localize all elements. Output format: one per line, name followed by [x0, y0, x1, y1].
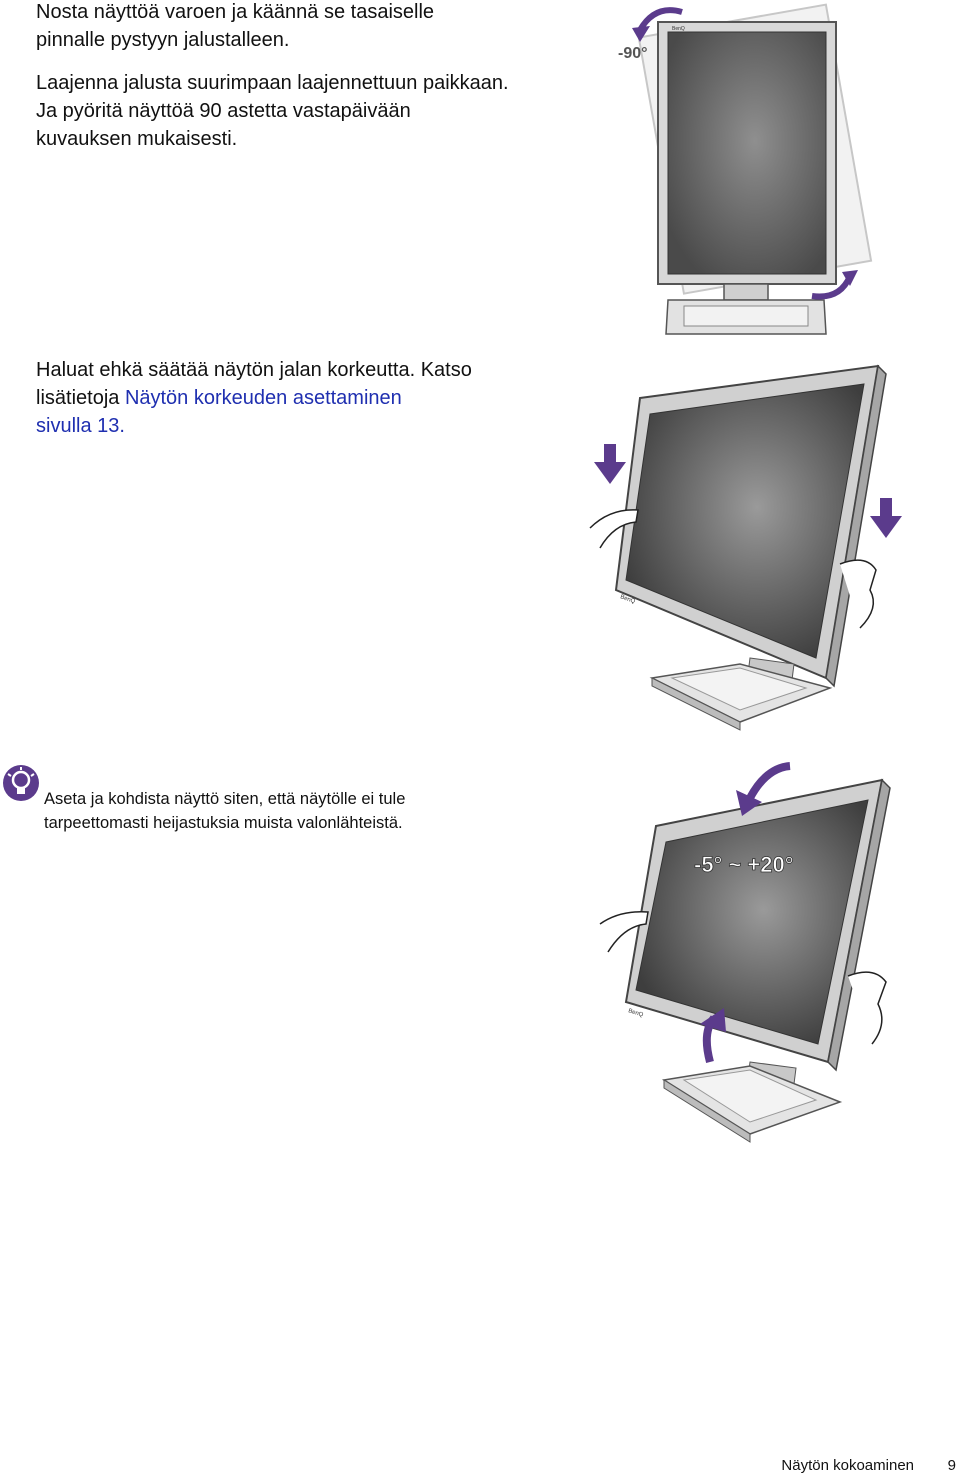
text-line: Laajenna jalusta suurimpaan laajennettuun paikkaan.	[36, 72, 509, 94]
hand-icon	[848, 972, 886, 1044]
page-number: 9	[947, 1457, 956, 1474]
brand-logo: BenQ	[672, 26, 685, 32]
down-arrow-icon	[870, 498, 902, 538]
lightbulb-icon	[2, 764, 40, 802]
page-reference-link[interactable]: sivulla 13.	[36, 415, 125, 437]
text-line: kuvauksen mukaisesti.	[36, 128, 238, 150]
rotation-illustration	[600, 0, 900, 340]
height-adjust-link[interactable]: Näytön korkeuden asettaminen	[124, 387, 402, 409]
page-footer	[0, 1457, 960, 1479]
rotation-angle-label: -90°	[618, 45, 648, 62]
down-arrow-icon	[594, 444, 626, 484]
brand-logo: BenQ	[627, 1008, 644, 1019]
footer-section-title: Näytön kokoaminen	[781, 1457, 914, 1474]
height-adjust-illustration	[580, 358, 910, 738]
tip-note	[44, 787, 604, 835]
instruction-paragraph-rotate-90	[36, 69, 596, 153]
instruction-paragraph-rotate-stand	[36, 0, 596, 54]
text-line: Ja pyöritä näyttöä 90 astetta vastapäivään	[36, 100, 411, 122]
text-line: Aseta ja kohdista näyttö siten, että näytölle ei tule	[44, 790, 406, 808]
text-line: pinnalle pystyyn jalustalleen.	[36, 29, 290, 51]
tilt-angle-label: -5° ~ +20°	[694, 852, 794, 877]
text-line: Haluat ehkä säätää näytön jalan korkeutta. Katso	[36, 359, 472, 381]
tilt-illustration	[590, 762, 910, 1152]
instruction-paragraph-height	[36, 356, 596, 440]
text-line: Nosta näyttöä varoen ja käännä se tasaiselle	[36, 1, 435, 23]
text-line: lisätietoja	[36, 387, 125, 409]
brand-logo: BenQ	[619, 594, 636, 606]
text-line: tarpeettomasti heijastuksia muista valonlähteistä.	[44, 814, 403, 832]
